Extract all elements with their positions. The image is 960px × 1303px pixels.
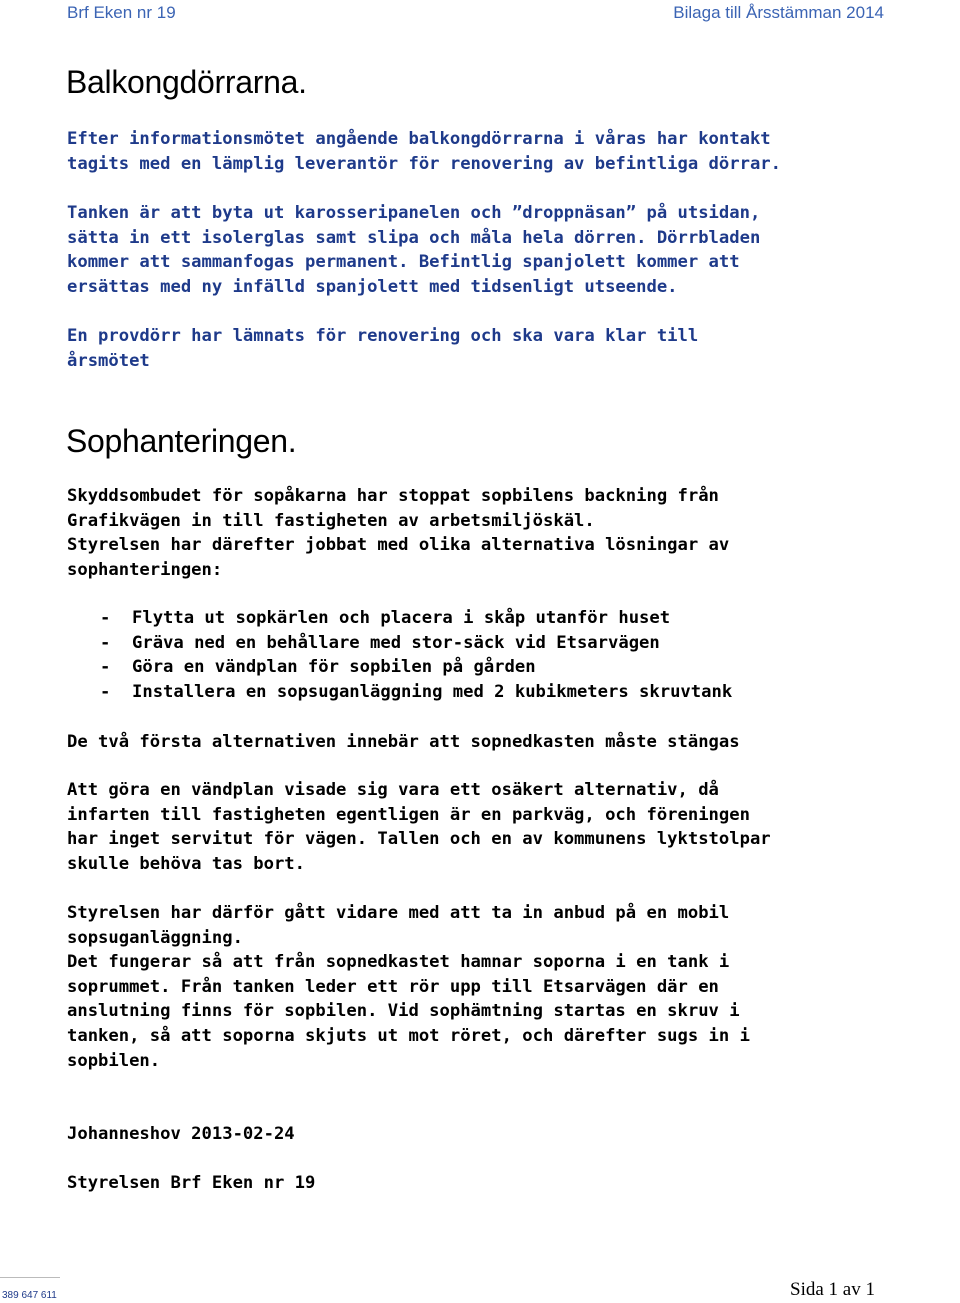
footer-page-number: Sida 1 av 1 bbox=[790, 1279, 875, 1300]
heading-waste-handling: Sophanteringen. bbox=[66, 423, 297, 459]
list-item bbox=[100, 606, 732, 631]
list-item bbox=[100, 631, 732, 656]
paragraph-renovation-plan: Tanken är att byta ut karosseripanelen och ”droppnäsan” på utsidan, sätta in ett isolerglas samt slipa och måla hela dörren. Dörrbladen kommer att sammanfogas permanent. Befintlig spanjolett kommer att ersättas med ny infälld spanjolett med tidsenligt utseende. bbox=[67, 203, 761, 297]
bullet-dash: - bbox=[100, 632, 111, 653]
bullet-dash: - bbox=[100, 657, 111, 678]
paragraph-sample-door: En provdörr har lämnats för renovering och ska vara klar till årsmötet bbox=[67, 326, 699, 371]
option-text: Göra en vändplan för sopbilen på gården bbox=[132, 657, 536, 678]
option-text: Installera en sopsuganläggning med 2 kubikmeters skruvtank bbox=[132, 681, 733, 702]
paragraph-chutes-closed: De två första alternativen innebär att sopnedkasten måste stängas bbox=[67, 732, 740, 752]
header-attachment-label: Bilaga till Årsstämman 2014 bbox=[673, 3, 884, 22]
paragraph-mobile-suction: Styrelsen har därför gått vidare med att ta in anbud på en mobil sopsuganläggning. Det fungerar så att från sopnedkastet hamnar soporna i en tank i soprummet. Från tanken leder ett rör upp till Etsarvägen där en anslutning finns för sopbilen. Vid sophämtning startas en skruv i tanken, så att soporna skjuts ut mot röret, och därefter sugs in i sopbilen. bbox=[67, 903, 750, 1071]
footer-document-id: 389 647 611 bbox=[2, 1290, 57, 1301]
signature-board: Styrelsen Brf Eken nr 19 bbox=[67, 1173, 316, 1193]
paragraph-info-meeting: Efter informationsmötet angående balkongdörrarna i våras har kontakt tagits med en lämplig leverantör för renovering av befintliga dörrar. bbox=[67, 129, 781, 174]
option-text: Gräva ned en behållare med stor-säck vid Etsarvägen bbox=[132, 632, 660, 653]
bullet-dash: - bbox=[100, 608, 111, 628]
paragraph-safety-officer: Skyddsombudet för sopåkarna har stoppat sopbilens backning från Grafikvägen in till fastigheten av arbetsmiljöskäl. Styrelsen har därefter jobbat med olika alternativa lösningar av sophanteringen: bbox=[67, 486, 730, 580]
list-item bbox=[100, 680, 732, 705]
option-text: Flytta ut sopkärlen och placera i skåp utanför huset bbox=[132, 608, 671, 628]
signature-place-date: Johanneshov 2013-02-24 bbox=[67, 1124, 295, 1144]
options-list bbox=[100, 606, 732, 704]
list-item bbox=[100, 655, 732, 680]
paragraph-turning-area: Att göra en vändplan visade sig vara ett osäkert alternativ, då infarten till fastigheten egentligen är en parkväg, och föreningen har inget servitut för vägen. Tallen och en av kommunens lyktstolpar skulle behöva tas bort. bbox=[67, 780, 771, 874]
footer-rule bbox=[0, 1277, 60, 1278]
header-association-name: Brf Eken nr 19 bbox=[67, 3, 176, 22]
bullet-dash: - bbox=[100, 681, 111, 702]
heading-balcony-doors: Balkongdörrarna. bbox=[66, 64, 307, 100]
